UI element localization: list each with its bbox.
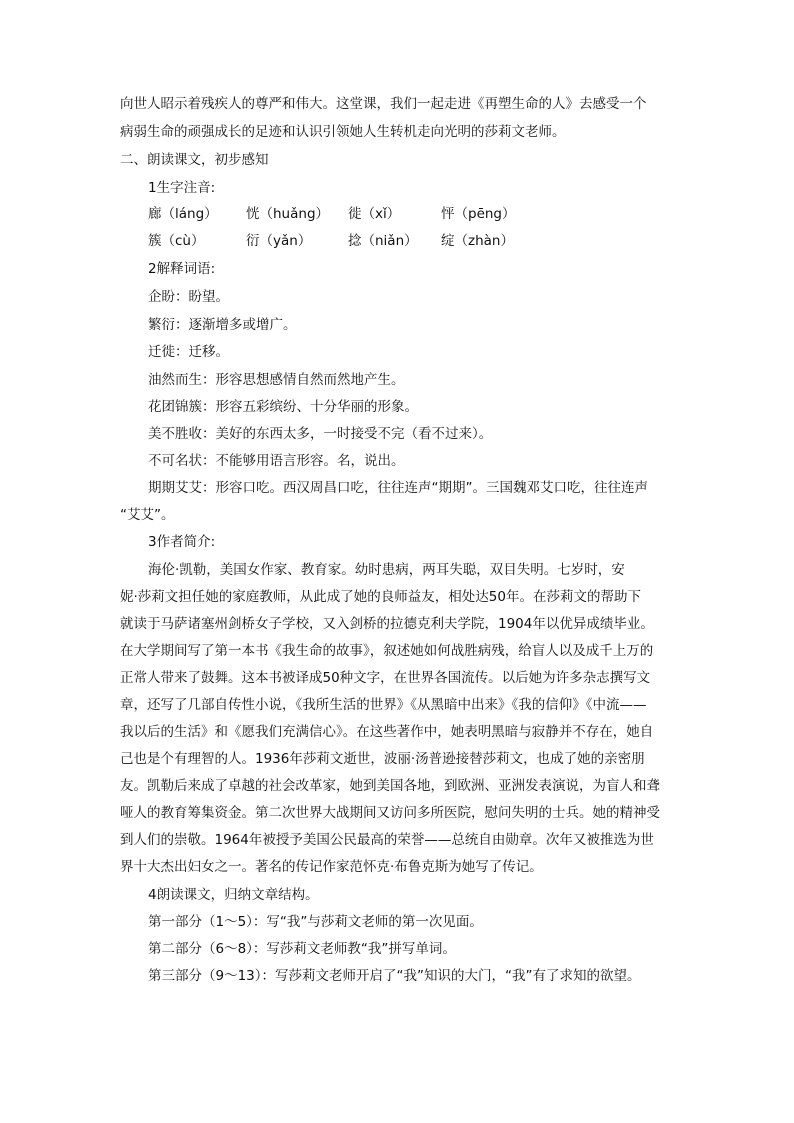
author-paragraph-line: 章，还写了几部自传性小说，《我所生活的世界》《从黑暗中出来》《我的信仰》《中流——: [120, 697, 647, 713]
vocab-item: 油然而生：形容思想感情自然而然地产生。: [148, 372, 405, 388]
vocab-item-continued: “艾艾”。: [120, 507, 175, 523]
structure-heading: 4朗读课文，归纳文章结构。: [148, 887, 319, 903]
vocab-heading: 2解释词语:: [148, 261, 216, 277]
section-heading: 二、朗读课文，初步感知: [120, 152, 269, 168]
vocab-item: 不可名状：不能够用语言形容。名，说出。: [148, 453, 405, 469]
vocab-item: 美不胜收：美好的东西太多，一时接受不完（看不过来）。: [148, 426, 493, 442]
pinyin-item: 恍（huǎng）: [246, 206, 330, 222]
pinyin-item: 徙（xǐ）: [348, 206, 401, 222]
pinyin-item: 绽（zhàn）: [441, 233, 514, 249]
structure-item: 第一部分（1～5）：写“我”与莎莉文老师的第一次见面。: [148, 914, 483, 930]
author-paragraph-line: 正常人带来了鼓舞。这本书被译成50种文字，在世界各国流传。以后她为许多杂志撰写文: [120, 670, 651, 686]
vocab-item: 繁衍：逐渐增多或增广。: [148, 317, 297, 333]
author-paragraph-line: 哑人的教育筹集资金。第二次世界大战期间又访问多所医院，慰问失明的士兵。她的精神受: [120, 805, 660, 821]
structure-item: 第三部分（9～13）：写莎莉文老师开启了“我”知识的大门，“我”有了求知的欲望。: [148, 968, 641, 984]
pinyin-item: 廊（láng）: [148, 206, 218, 222]
pinyin-item: 捻（niǎn）: [348, 233, 418, 249]
vocab-item: 花团锦簇：形容五彩缤纷、十分华丽的形象。: [148, 399, 418, 415]
author-paragraph-line: 友。凯勒后来成了卓越的社会改革家，她到美国各地，到欧洲、亚洲发表演说，为盲人和聋: [120, 778, 660, 794]
vocab-item: 期期艾艾：形容口吃。西汉周昌口吃，往往连声“期期”。三国魏邓艾口吃，往往连声: [148, 480, 648, 496]
pinyin-heading: 1生字注音:: [148, 180, 216, 196]
intro-line-2: 病弱生命的顽强成长的足迹和认识引领她人生转机走向光明的莎莉文老师。: [120, 124, 566, 140]
vocab-item: 企盼：盼望。: [148, 289, 229, 305]
author-paragraph-line: 到人们的崇敬。1964年被授予美国公民最高的荣誉——总统自由勋章。次年又被推选为世: [120, 832, 654, 848]
author-paragraph-line: 在大学期间写了第一本书《我生命的故事》，叙述她如何战胜病残，给盲人以及成千上万的: [120, 643, 654, 659]
author-paragraph-line: 界十大杰出妇女之一。著名的传记作家范怀克·布鲁克斯为她写了传记。: [120, 859, 543, 875]
author-paragraph-line: 妮·莎莉文担任她的家庭教师，从此成了她的良师益友，相处达50年。在莎莉文的帮助下: [120, 589, 641, 605]
vocab-item: 迁徙：迁移。: [148, 344, 229, 360]
author-paragraph-line: 我以后的生活》和《愿我们充满信心》。在这些著作中，她表明黑暗与寂静并不存在，她自: [120, 724, 654, 740]
author-paragraph-line: 海伦·凯勒，美国女作家、教育家。幼时患病，两耳失聪，双目失明。七岁时，安: [148, 562, 625, 578]
author-paragraph-line: 己也是个有理智的人。1936年莎莉文逝世，波丽·汤普逊接替莎莉文，也成了她的亲密朋: [120, 751, 645, 767]
structure-item: 第二部分（6～8）：写莎莉文老师教“我”拼写单词。: [148, 941, 456, 957]
pinyin-item: 衍（yǎn）: [246, 233, 312, 249]
pinyin-item: 怦（pēng）: [441, 206, 516, 222]
pinyin-item: 簇（cù）: [148, 233, 205, 249]
author-paragraph-line: 就读于马萨诸塞州剑桥女子学校，又入剑桥的拉德克利夫学院，1904年以优异成绩毕业。: [120, 616, 654, 632]
author-heading: 3作者简介:: [148, 534, 216, 550]
intro-line-1: 向世人昭示着残疾人的尊严和伟大。这堂课，我们一起走进《再塑生命的人》去感受一个: [120, 96, 647, 112]
